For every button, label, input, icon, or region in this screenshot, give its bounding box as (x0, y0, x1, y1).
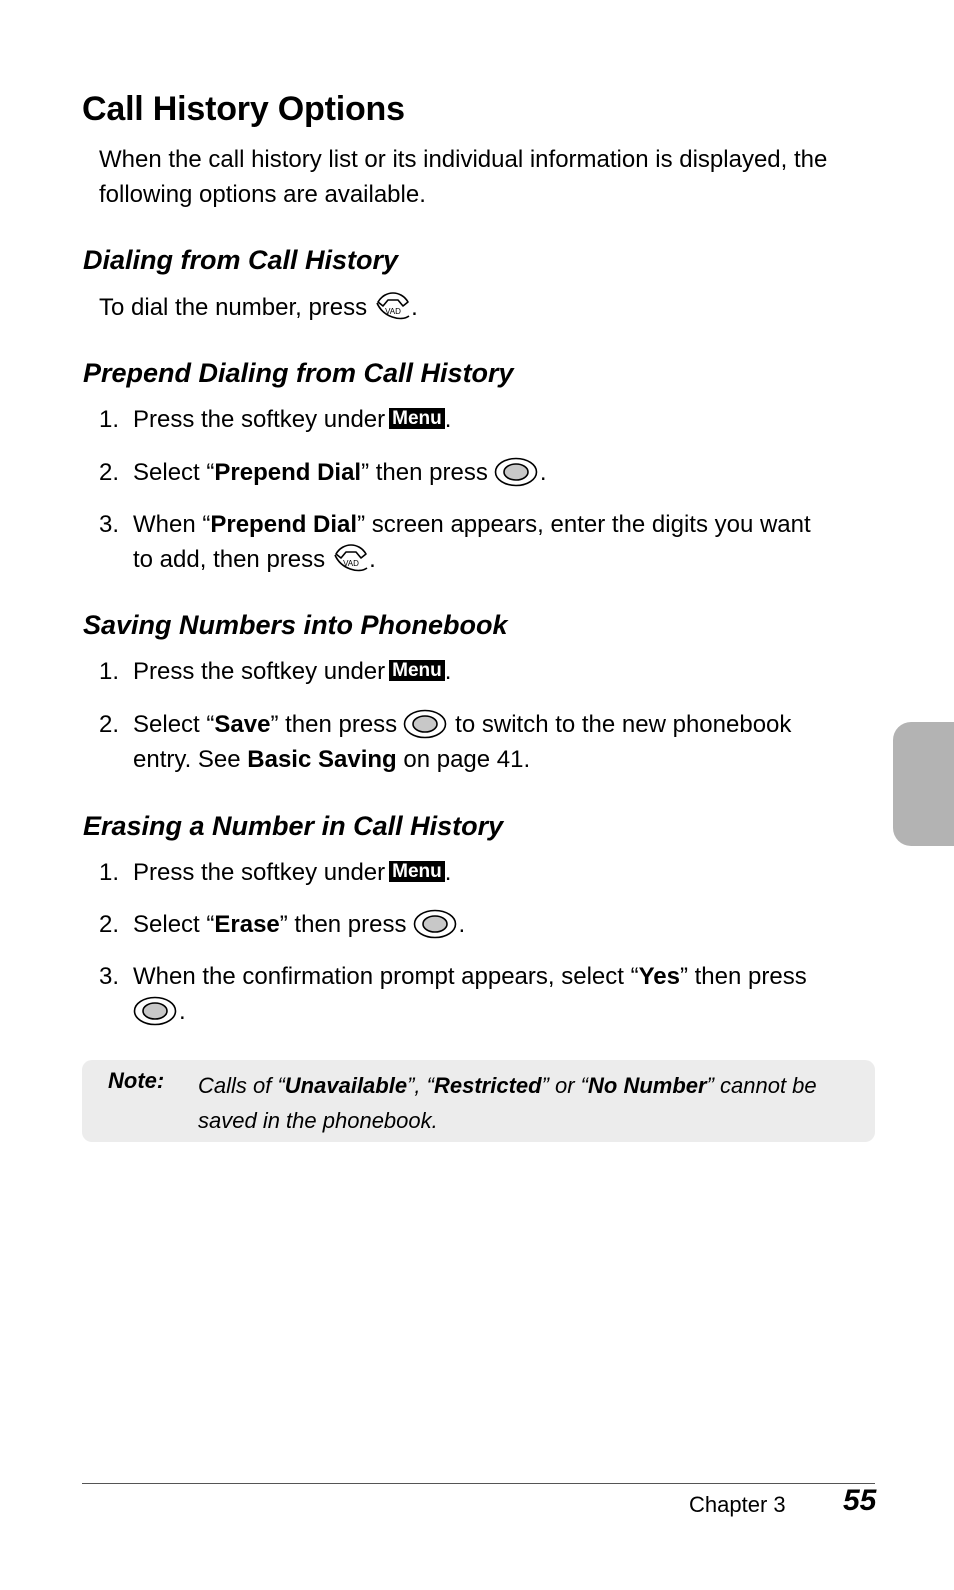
prepend-step-3 (99, 507, 811, 542)
period: . (444, 859, 452, 886)
step-text: When “ (133, 511, 211, 538)
step-text: Press the softkey under (133, 406, 386, 433)
step-number: 2. (99, 911, 120, 938)
step-text: Select “ (133, 459, 215, 486)
step-bold: Prepend Dial (214, 459, 362, 486)
step-number: 1. (99, 406, 120, 433)
step-text: ” then press (679, 963, 807, 990)
step-bold: Basic Saving (247, 746, 397, 773)
page-number: 55 (843, 1484, 877, 1517)
period: . (444, 406, 452, 433)
heading-saving: Saving Numbers into Phonebook (83, 610, 508, 640)
step-number: 1. (99, 859, 120, 886)
prepend-step-2 (99, 455, 547, 490)
step-text: Press the softkey under (133, 658, 386, 685)
footer-divider (82, 1483, 875, 1484)
step-bold: Save (214, 711, 271, 738)
note-fragment: ”, “ (407, 1073, 434, 1098)
erasing-step-3 (99, 959, 807, 994)
step-number: 1. (99, 658, 120, 685)
note-bold: Unavailable (284, 1073, 408, 1098)
phone-handset-vad-icon (333, 541, 369, 575)
step-bold: Erase (214, 911, 280, 938)
step-text: on page 41. (396, 746, 531, 773)
chapter-side-tab (893, 722, 954, 846)
footer-chapter: Chapter 3 (689, 1492, 786, 1517)
step-text: to switch to the new phonebook (455, 711, 792, 738)
note-fragment: ” or “ (541, 1073, 589, 1098)
menu-softkey-icon: Menu (389, 408, 445, 429)
intro-paragraph: When the call history list or its individual information is displayed, the following options are available. (99, 146, 828, 208)
step-text: ” then press (279, 911, 407, 938)
period: . (444, 658, 452, 685)
step-number: 2. (99, 711, 120, 738)
step-text: Press the softkey under (133, 859, 386, 886)
saving-step-1 (99, 654, 451, 689)
step-bold: Prepend Dial (210, 511, 358, 538)
dialing-instruction (99, 289, 418, 325)
phone-handset-vad-icon (375, 289, 411, 323)
note-bold: Restricted (433, 1073, 542, 1098)
note-label: Note: (108, 1068, 165, 1093)
menu-softkey-icon: Menu (389, 660, 445, 681)
period: . (539, 459, 547, 486)
send-key-label: VAD (343, 559, 360, 568)
step-bold: Yes (638, 963, 680, 990)
ok-button-icon (413, 909, 457, 939)
ok-button-icon (494, 457, 538, 487)
heading-dialing: Dialing from Call History (83, 245, 399, 275)
menu-softkey-icon: Menu (389, 861, 445, 882)
note-bold: No Number (588, 1073, 707, 1098)
step-number: 2. (99, 459, 120, 486)
period: . (369, 546, 376, 573)
saving-step-2 (99, 707, 791, 742)
prepend-step-3-cont (99, 541, 376, 577)
step-text: ” then press (361, 459, 488, 486)
step-text: ” screen appears, enter the digits you want (357, 511, 811, 538)
heading-erasing: Erasing a Number in Call History (83, 811, 504, 841)
step-number: 3. (99, 963, 120, 990)
step-text: Select “ (133, 911, 215, 938)
page-title: Call History Options (82, 90, 405, 128)
heading-prepend: Prepend Dialing from Call History (83, 358, 514, 388)
ok-button-icon (133, 996, 177, 1026)
note-fragment: ” cannot be saved in the phonebook. (198, 1073, 817, 1133)
ok-button-icon (403, 709, 447, 739)
erasing-step-1 (99, 855, 451, 890)
dialing-text: To dial the number, press (99, 294, 368, 321)
step-text: to add, then press (133, 546, 326, 573)
note-fragment: Calls of “ (198, 1073, 285, 1098)
step-text: When the confirmation prompt appears, select “ (133, 963, 639, 990)
period: . (411, 294, 418, 321)
erasing-step-3-cont (127, 994, 186, 1029)
prepend-step-1 (99, 402, 451, 437)
send-key-label: VAD (385, 307, 402, 316)
note-text (198, 1068, 858, 1138)
step-text: entry. See (133, 746, 248, 773)
step-number: 3. (99, 511, 120, 538)
step-text: ” then press (270, 711, 398, 738)
period: . (458, 911, 466, 938)
erasing-step-2 (99, 907, 465, 942)
period: . (179, 998, 186, 1025)
saving-step-2-cont (99, 742, 530, 777)
step-text: Select “ (133, 711, 215, 738)
